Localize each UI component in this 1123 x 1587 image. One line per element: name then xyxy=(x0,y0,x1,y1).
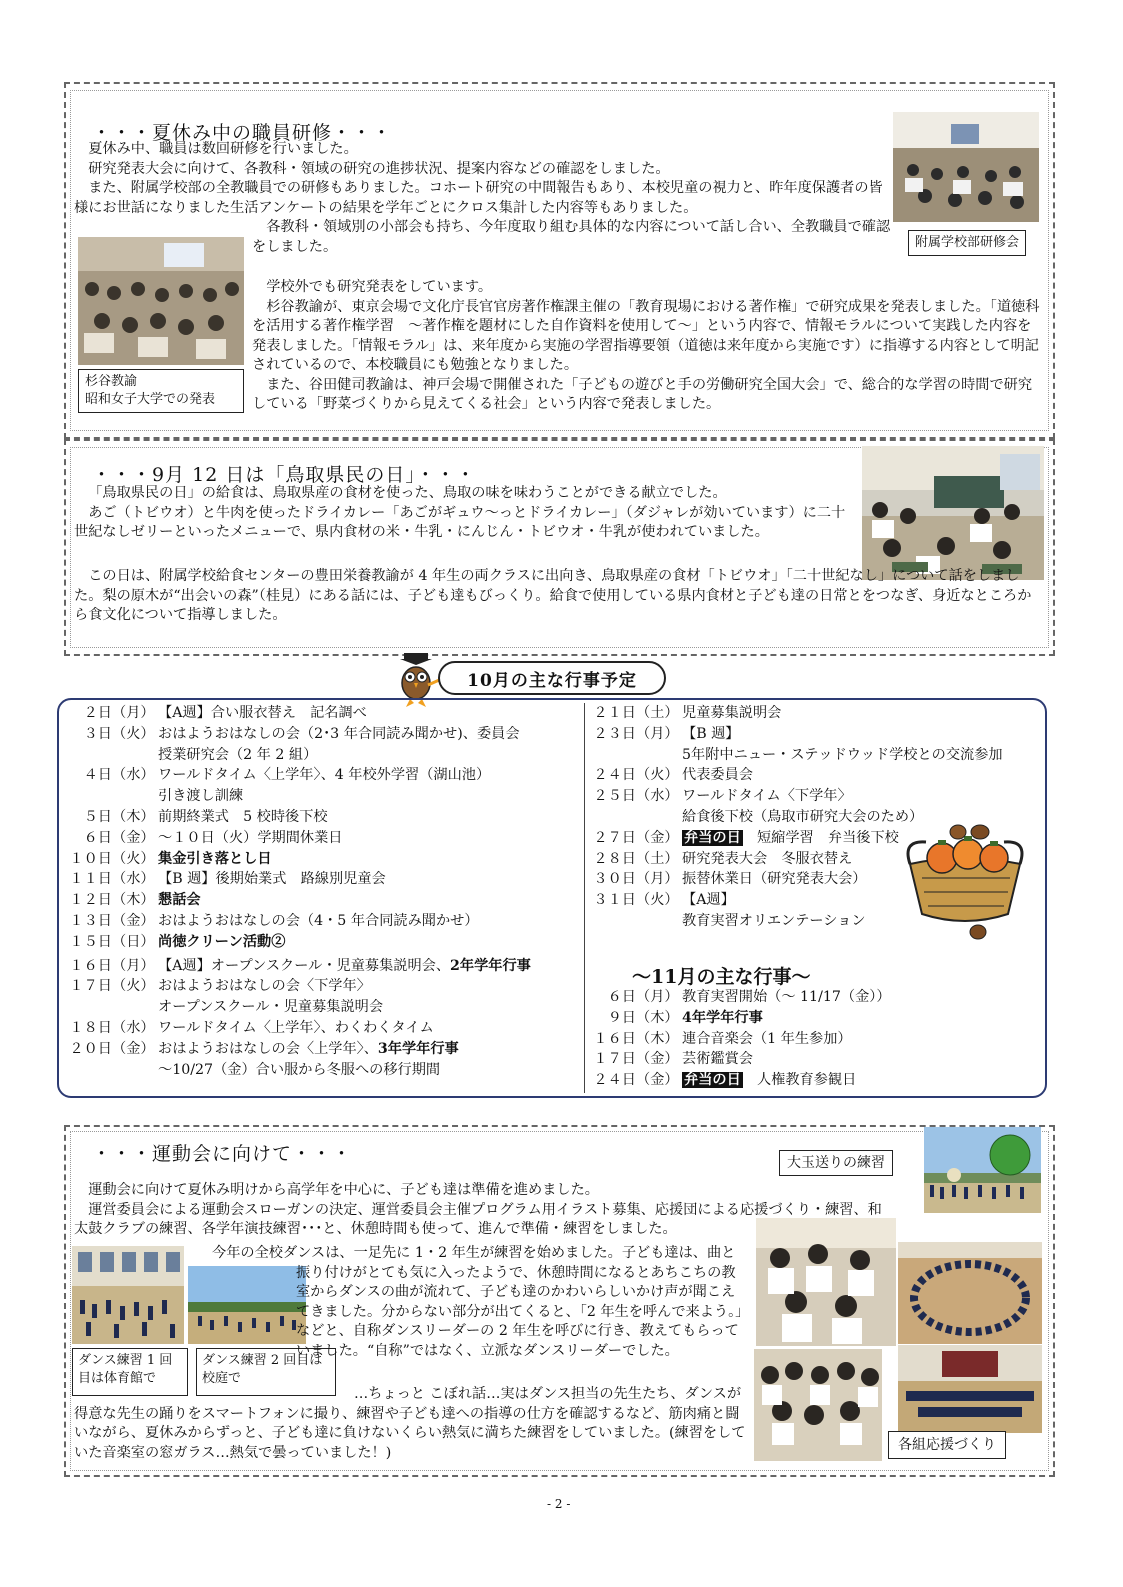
calendar-event-row xyxy=(66,703,582,724)
event-text: 4年学年行事 xyxy=(682,1009,763,1026)
event-weekday: （火） xyxy=(636,767,679,784)
event-date: ２１日 xyxy=(593,705,636,721)
calendar-event-row xyxy=(66,828,582,849)
event-date: ２４日 xyxy=(593,767,636,784)
event-text: 集金引き落とし日 xyxy=(158,850,272,867)
event-date: １２日 xyxy=(69,892,112,909)
event-weekday: （水） xyxy=(112,871,155,888)
calendar-event-row xyxy=(66,786,582,807)
calendar-event-row xyxy=(590,724,1040,745)
event-date: １６日 xyxy=(593,1030,636,1047)
event-text: 研究発表大会 冬服衣替え xyxy=(682,850,853,867)
photo-cheer-group xyxy=(754,1349,882,1461)
event-weekday: （火） xyxy=(112,725,155,742)
calendar-event-row xyxy=(66,932,582,953)
event-text: 児童募集説明会 xyxy=(682,705,782,721)
event-date: ２５日 xyxy=(593,788,636,805)
caption-cheer: 各組応援づくり xyxy=(888,1431,1006,1459)
event-text: 給食後下校（鳥取市研究大会のため） xyxy=(682,808,924,825)
event-text: 振替休業日（研究発表大会） xyxy=(682,871,867,888)
event-date: １５日 xyxy=(69,933,112,950)
calendar-event-row xyxy=(66,1060,582,1081)
event-weekday: （土） xyxy=(636,705,679,721)
tottori-para2: あご（トビウオ）と牛肉を使ったドライカレー「あごがギュウ～っとドライカレー」（ダジャレが効いています）に二十世紀なしゼリーといったメニューで、県内食材の米・牛乳・にんじん・トビウオ・牛乳が使われていました。 xyxy=(74,504,846,540)
event-date: ２７日 xyxy=(593,829,636,846)
calendar-event-row xyxy=(66,997,582,1018)
calendar-event-row xyxy=(590,1070,1040,1091)
event-text: 教育実習オリエンテーション xyxy=(682,912,866,929)
caption-dance-gym-text: ダンス練習 1 回目は体育館で xyxy=(78,1353,173,1386)
calendar-event-row xyxy=(66,807,582,828)
event-text: 【A週】合い服衣替え 記名調べ xyxy=(158,705,367,721)
photo-cheer-classroom xyxy=(756,1218,896,1346)
event-text: 【B 週】 xyxy=(682,725,740,742)
event-weekday: （金） xyxy=(636,1072,679,1089)
event-text: ～１０日（火）学期間休業日 xyxy=(158,829,343,846)
photo-school-lunch xyxy=(862,446,1044,580)
event-date: １３日 xyxy=(69,912,112,929)
event-text: おはようおはなしの会〈下学年〉 xyxy=(158,978,371,995)
photo-ball-relay xyxy=(924,1127,1041,1213)
calendar-event-row xyxy=(590,1008,1040,1029)
calendar-event-row xyxy=(66,890,582,911)
calendar-event-row xyxy=(590,703,1040,724)
event-date: ６日 xyxy=(83,829,112,846)
event-date: ２３日 xyxy=(593,725,636,742)
sports-para1: 運動会に向けて夏休み明けから高学年を中心に、子ども達は準備を進めました。 xyxy=(88,1182,599,1198)
summer-body-lower xyxy=(252,278,1042,415)
calendar-event-row xyxy=(66,911,582,932)
summer-para3: また、附属学校部の全教職員での研修もありました。コホート研究の中間報告もあり、本校児童の視力と、昨年度保護者の皆様にお世話になりました生活アンケートの結果を学年ごとにクロス集計した内容等もありました。 xyxy=(74,180,883,216)
event-date: １７日 xyxy=(593,1051,636,1068)
event-text: 弁当の日 人権教育参観日 xyxy=(684,1072,857,1089)
page-number: - 2 - xyxy=(547,1497,571,1511)
event-weekday: （金） xyxy=(112,829,155,846)
event-text: ワールドタイム〈下学年〉 xyxy=(682,788,852,805)
sports-title: ・・・運動会に向けて・・・ xyxy=(92,1143,353,1165)
summer-para4: 各教科・領域別の小部会も持ち、今年度取り組む具体的な内容について話し合い、全教職員で確認をしました。 xyxy=(252,219,891,255)
summer-body-wide xyxy=(74,179,890,218)
photo-staff-training xyxy=(893,112,1039,222)
event-text: 芸術鑑賞会 xyxy=(682,1051,753,1068)
summer-body-mid xyxy=(252,218,900,257)
caption-sugitani-line1: 杉谷教諭 xyxy=(85,374,138,389)
autumn-basket-illustration xyxy=(898,818,1032,942)
sports-para4: …ちょっと こぼれ話…実はダンス担当の先生たち、ダンスが得意な先生の踊りをスマートフォンに撮り、練習や子ども達への指導の仕方を確認するなど、筋肉痛と闘いながら、夏休みからずっと、子ども達に負けないくらい熱気に満ちた練習をしていました。(練習をしていた音楽室の窓ガラス…熱気で曇っていました！) xyxy=(74,1386,746,1461)
sports-body-mid xyxy=(212,1244,748,1361)
summer-para6: 杉谷教諭が、東京会場で文化庁長官官房著作権課主催の「教育現場における著作権」で研究成果を発表しました。「道徳科を活用する著作権学習 ～著作権を題材にした自作資料を使用して～」という内容で、情報モラルについて実践した内容を発表しました。「情報モラル」は、来年度から実施の学習指導要領（道徳は来年度から実施です）に指導する内容として明記されているので、本校職員にも勉強となりました。 xyxy=(252,298,1040,373)
event-date: ３１日 xyxy=(593,892,636,909)
event-text: 懇話会 xyxy=(158,892,201,909)
event-text: 前期終業式 5 校時後下校 xyxy=(158,808,328,825)
event-weekday: （月） xyxy=(636,871,679,888)
event-weekday: （月） xyxy=(112,957,155,974)
event-date: ２４日 xyxy=(593,1072,636,1089)
tottori-title: ・・・9月 12 日は「鳥取県民の日」・・・ xyxy=(92,464,476,486)
event-text: 【B 週】後期始業式 路線別児童会 xyxy=(158,871,386,888)
summer-para5: 学校外でも研究発表をしています。 xyxy=(266,279,493,295)
sports-para3: 今年の全校ダンスは、一足先に 1・2 年生が練習を始めました。子ども達は、曲と振り付けがとても気に入ったようで、休憩時間になるとあちこちの教室からダンスの曲が流れて、子ども達のかわいらしいかけ声が聞こえてきました。分からない部分が出てくると、「2 年生を呼んで来よう。」などと、自称ダンスリーダーの 2 年生を呼びに行き、教えてもらっていました。“自称”ではなく、立派なダンスリーダーでした。 xyxy=(212,1245,743,1359)
event-text: ワールドタイム〈上学年〉、4 年校外学習（湖山池） xyxy=(158,767,491,784)
sports-para2: 運営委員会による運動会スローガンの決定、運営委員会主催プログラム用イラスト募集、応援団による応援づくり・練習、和太鼓クラブの練習、各学年演技練習･･･と、休憩時間も使って、進んで準備・練習をしました。 xyxy=(74,1201,882,1237)
photo-dance-gym xyxy=(72,1246,184,1344)
calendar-event-row xyxy=(66,745,582,766)
calendar-event-row xyxy=(590,745,1040,766)
tottori-para3: この日は、附属学校給食センターの豊田栄養教諭が 4 年生の両クラスに出向き、鳥取県産の食材「トビウオ」「二十世紀なし」について話をしました。梨の原木が“出会いの森”（桂見）にある話には、子ども達もびっくり。給食で使用している県内食材と子ども達の日常とをつなぎ、身近なところから食文化について指導しました。 xyxy=(74,568,1032,623)
event-weekday: （水） xyxy=(636,788,679,805)
photo-cheer-gym xyxy=(898,1345,1042,1433)
event-text: 授業研究会（2 年 2 組） xyxy=(158,746,318,763)
calendar-event-row xyxy=(66,724,582,745)
caption-sugitani-line2: 昭和女子大学での発表 xyxy=(85,392,216,407)
event-text: おはようおはなしの会〈上学年〉、3年学年行事 xyxy=(158,1040,459,1057)
october-left-list xyxy=(66,703,582,1080)
tottori-body-top xyxy=(74,484,858,543)
event-weekday: （金） xyxy=(636,829,679,846)
caption-staff-training: 附属学校部研修会 xyxy=(908,230,1026,256)
event-text: 【A週】 xyxy=(682,892,735,909)
event-date: ６日 xyxy=(607,989,636,1005)
event-date: １８日 xyxy=(69,1019,112,1036)
tottori-para1: 「鳥取県民の日」の給食は、鳥取県産の食材を使った、鳥取の味を味わうことができる献立でした。 xyxy=(88,485,727,501)
event-weekday: （木） xyxy=(636,1009,679,1026)
summer-para1: 夏休み中、職員は数回研修を行いました。 xyxy=(88,141,358,157)
calendar-event-row xyxy=(590,1029,1040,1050)
calendar-event-row xyxy=(66,1039,582,1060)
calendar-event-row xyxy=(66,765,582,786)
event-weekday: （月） xyxy=(636,989,679,1005)
event-weekday: （木） xyxy=(636,1030,679,1047)
event-date: １７日 xyxy=(69,978,112,995)
event-text: 5年附中ニュー・ステッドウッド学校との交流参加 xyxy=(682,746,1003,763)
calendar-event-row xyxy=(590,786,1040,807)
event-text: 尚徳クリーン活動② xyxy=(158,933,286,950)
summer-para2: 研究発表大会に向けて、各教科・領域の研究の進捗状況、提案内容などの確認をしました。 xyxy=(88,160,670,177)
event-weekday: （木） xyxy=(112,892,155,909)
event-weekday: （火） xyxy=(112,978,155,995)
photo-cheer-circle xyxy=(898,1242,1042,1344)
event-date: ９日 xyxy=(607,1009,636,1026)
event-weekday: （日） xyxy=(112,933,155,950)
event-weekday: （火） xyxy=(636,892,679,909)
november-list xyxy=(590,987,1040,1091)
event-weekday: （金） xyxy=(636,1051,679,1068)
event-weekday: （木） xyxy=(112,808,155,825)
event-date: ５日 xyxy=(83,808,112,825)
event-date: １６日 xyxy=(69,957,112,974)
event-weekday: （金） xyxy=(112,1040,155,1057)
calendar-event-row xyxy=(66,869,582,890)
tottori-body-wide xyxy=(74,567,1042,626)
caption-dance-schoolyard-text: ダンス練習 2 回目は校庭で xyxy=(202,1353,323,1386)
calendar-title-pill xyxy=(438,661,666,695)
calendar-event-row xyxy=(66,956,582,977)
calendar-event-row xyxy=(66,849,582,870)
calendar-title: 10月の主な行事予定 xyxy=(467,670,637,691)
calendar-event-row xyxy=(590,987,1040,1008)
event-text: 【A週】オープンスクール・児童募集説明会、2年学年行事 xyxy=(158,957,531,974)
event-text: オープンスクール・児童募集説明会 xyxy=(158,999,384,1016)
calendar-divider xyxy=(584,703,585,1093)
event-weekday: （月） xyxy=(636,725,679,742)
sports-body-bottom xyxy=(74,1385,750,1463)
event-date: ３０日 xyxy=(593,871,636,888)
summer-para7: また、谷田健司教諭は、神戸会場で開催された「子どもの遊びと手の労働研究全国大会」で、総合的な学習の時間で研究している「野菜づくりから見えてくる社会」という内容で発表しました。 xyxy=(252,376,1033,412)
event-date: ３日 xyxy=(83,725,112,742)
event-date: ２８日 xyxy=(593,850,636,867)
event-weekday: （火） xyxy=(112,850,155,867)
caption-ball-relay: 大玉送りの練習 xyxy=(779,1150,893,1176)
calendar-event-row xyxy=(590,1049,1040,1070)
event-weekday: （土） xyxy=(636,850,679,867)
november-title: ～11月の主な行事～ xyxy=(632,966,811,988)
caption-sugitani xyxy=(78,369,244,413)
calendar-event-row xyxy=(66,976,582,997)
event-weekday: （金） xyxy=(112,912,155,929)
summer-body-top xyxy=(74,140,886,179)
event-text: おはようおはなしの会（2･3 年合同読み聞かせ)、委員会 xyxy=(158,725,520,742)
event-date: ２０日 xyxy=(69,1040,112,1057)
photo-sugitani-presentation xyxy=(78,237,244,365)
event-date: １０日 xyxy=(69,850,112,867)
event-text: 引き渡し訓練 xyxy=(158,788,244,805)
event-weekday: （水） xyxy=(112,767,155,784)
event-weekday: （水） xyxy=(112,1019,155,1036)
event-text: 教育実習開始（～ 11/17（金）） xyxy=(682,989,891,1005)
event-text: 代表委員会 xyxy=(682,767,753,784)
summer-title: ・・・夏休み中の職員研修・・・ xyxy=(92,122,393,144)
event-date: ２日 xyxy=(83,705,112,721)
calendar-event-row xyxy=(66,1018,582,1039)
event-text: 弁当の日 短縮学習 弁当後下校 xyxy=(684,829,899,846)
event-date: １１日 xyxy=(69,871,112,888)
photo-dance-schoolyard xyxy=(188,1266,306,1344)
event-weekday: （月） xyxy=(112,705,155,721)
event-text: ワールドタイム〈上学年〉、わくわくタイム xyxy=(158,1019,434,1036)
event-text: おはようおはなしの会（4・5 年合同読み聞かせ） xyxy=(158,912,479,929)
event-text: 連合音楽会（1 年生参加） xyxy=(682,1030,852,1047)
calendar-event-row xyxy=(590,765,1040,786)
event-date: ４日 xyxy=(83,767,112,784)
event-text: ～10/27（金）合い服から冬服への移行期間 xyxy=(158,1061,441,1078)
